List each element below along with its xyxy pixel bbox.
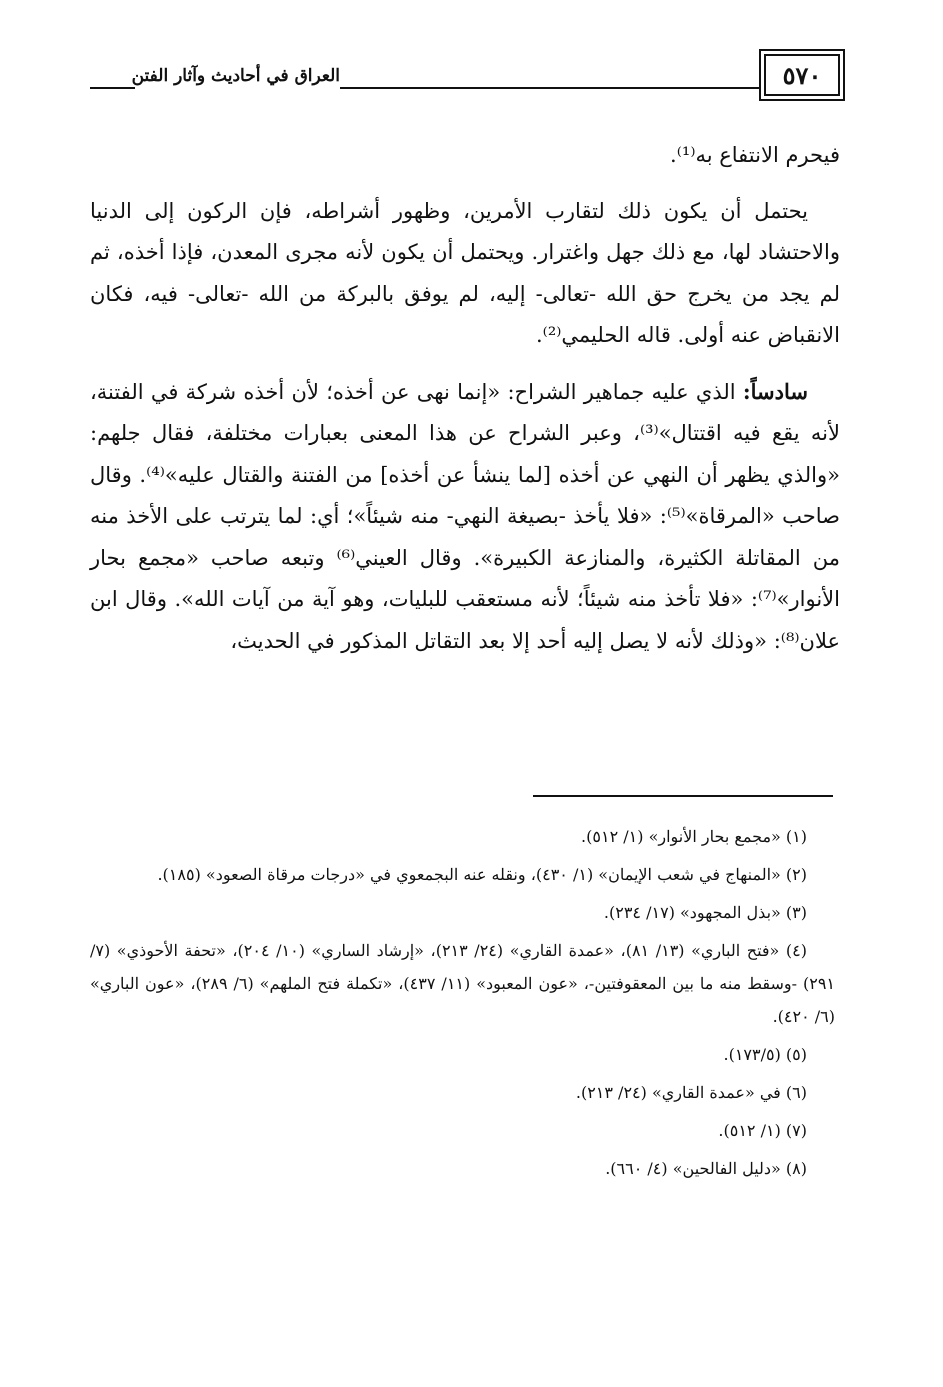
footnote-separator	[533, 795, 833, 797]
paragraph-1: فيحرم الانتفاع به⁽¹⁾.	[670, 143, 840, 167]
main-text	[90, 135, 840, 676]
paragraph-2: يحتمل أن يكون ذلك لتقارب الأمرين، وظهور أشراطه، فإن الركون إلى الدنيا والاحتشاد لها، مع ذلك جهل واغترار. ويحتمل أن يكون لأنه مجرى المعدن، فإذا أخذه، ثم لم يجد من يخرج حق الله -تعالى- إليه، لم يوفق بالبركة من الله -تعالى- فيه، فكان الانقباض عنه أولى. قاله الحليمي⁽²⁾.	[90, 198, 840, 347]
header-rule-left	[90, 87, 135, 89]
footnote-3: (٣) «بذل المجهود» (١٧/ ٢٣٤).	[603, 903, 807, 922]
running-title: العراق في أحاديث وآثار الفتن	[131, 66, 340, 86]
header-rule-right	[340, 87, 760, 89]
footnote-5: (٥) (١٧٣/٥).	[723, 1045, 807, 1064]
paragraph-3-lead: سادساً:	[742, 378, 808, 404]
page-number: ٥٧٠	[764, 54, 840, 96]
page-header	[90, 52, 840, 102]
footnotes	[90, 820, 835, 1190]
footnote-1: (١) «مجمع بحار الأنوار» (١/ ٥١٢).	[581, 827, 807, 846]
paragraph-3-text: الذي عليه جماهير الشراح: «إنما نهى عن أخذه؛ لأن أخذه شركة في الفتنة، لأنه يقع فيه اقتتال»⁽³⁾، وعبر الشراح عن هذا المعنى بعبارات مختلفة، فقال جلهم: «والذي يظهر أن النهي عن أخذه [لما ينشأ عن أخذه] من الفتنة والقتال عليه»⁽⁴⁾. وقال صاحب «المرقاة»⁽⁵⁾: «فلا يأخذ -بصيغة النهي- منه شيئاً»؛ أي: لما يترتب على الأخذ منه من المقاتلة الكثيرة، والمنازعة الكبيرة». وقال العيني⁽⁶⁾ وتبعه صاحب «مجمع بحار الأنوار»⁽⁷⁾: «فلا تأخذ منه شيئاً؛ لأنه مستعقب للبليات، وهو آية من آيات الله». وقال ابن علان⁽⁸⁾: «وذلك لأنه لا يصل إليه أحد إلا بعد التقاتل المذكور في الحديث،	[90, 379, 840, 653]
footnote-2: (٢) «المنهاج في شعب الإيمان» (١/ ٤٣٠)، ونقله عنه البجمعوي في «درجات مرقاة الصعود» (١٨٥).	[157, 865, 807, 884]
footnote-4: (٤) «فتح الباري» (١٣/ ٨١)، «عمدة القاري» (٢٤/ ٢١٣)، «إرشاد الساري» (١٠/ ٢٠٤)، «تحفة الأحوذي» (٧/ ٢٩١) -وسقط منه ما بين المعقوفتين-، «عون المعبود» (١١/ ٤٣٧)، «تكملة فتح الملهم» (٦/ ٢٨٩)، «عون الباري» (٦/ ٤٢٠).	[90, 941, 835, 1026]
footnote-7: (٧) (١/ ٥١٢).	[718, 1121, 807, 1140]
footnote-6: (٦) في «عمدة القاري» (٢٤/ ٢١٣).	[575, 1083, 807, 1102]
paragraph-3	[90, 371, 840, 663]
footnote-8: (٨) «دليل الفالحين» (٤/ ٦٦٠).	[605, 1159, 807, 1178]
